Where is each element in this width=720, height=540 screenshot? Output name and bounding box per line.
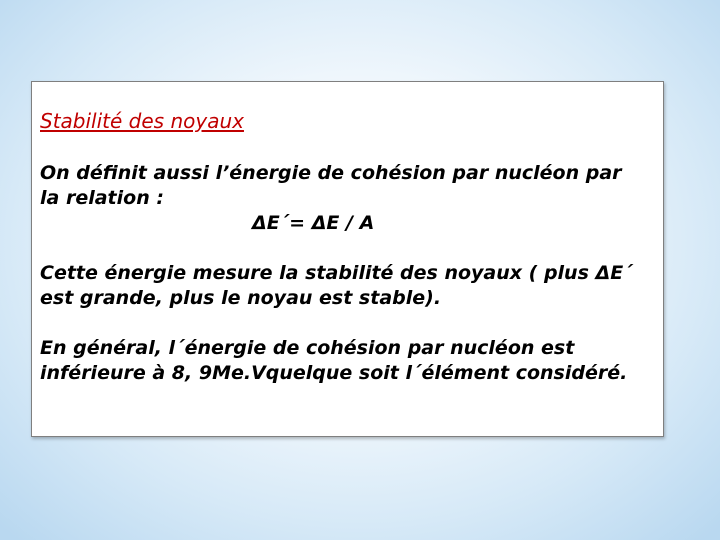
paragraph-definition-line-1: On définit aussi l’énergie de cohésion par nucléon par xyxy=(40,162,622,184)
paragraph-general xyxy=(40,336,660,386)
slide-title: Stabilité des noyaux xyxy=(40,109,244,133)
formula: ΔE´= ΔE / A xyxy=(252,212,375,234)
spacer xyxy=(40,311,660,336)
text-content xyxy=(40,108,660,386)
paragraph-general-line-2: inférieure à 8, 9Me.Vquelque soit l´élément considéré. xyxy=(40,362,628,384)
paragraph-general-line-1: En général, l´énergie de cohésion par nucléon est xyxy=(40,337,575,359)
text-box xyxy=(31,81,664,437)
paragraph-definition-line-2: la relation : xyxy=(40,187,164,209)
paragraph-stability-line-1: Cette énergie mesure la stabilité des noyaux ( plus ΔE´ xyxy=(40,262,633,284)
paragraph-stability-line-2: est grande, plus le noyau est stable). xyxy=(40,287,442,309)
paragraph-definition xyxy=(40,161,660,236)
spacer xyxy=(40,236,660,261)
paragraph-stability xyxy=(40,261,660,311)
